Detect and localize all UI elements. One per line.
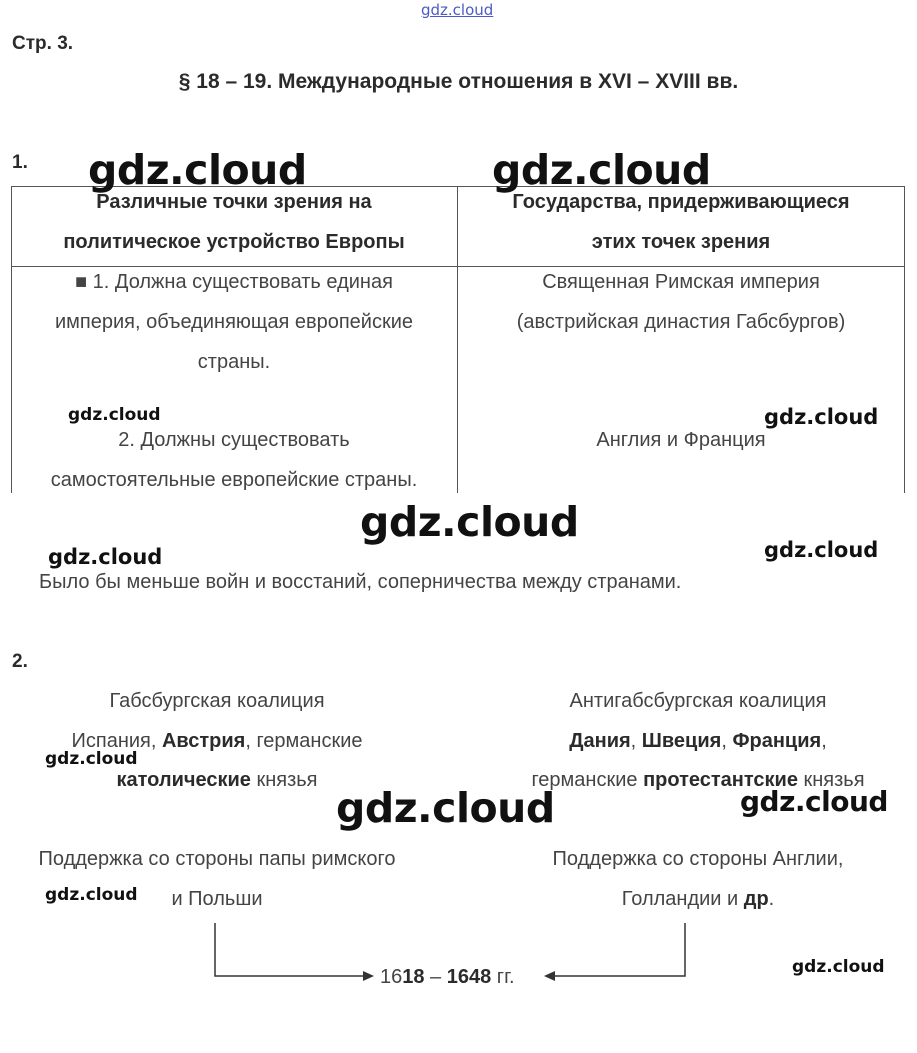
watermark: gdz.cloud [792,957,885,977]
support-etc: др [743,888,769,910]
german-word: германские [531,769,644,791]
separator: , [630,730,642,752]
header-right-line-2: этих точек зрения [591,231,771,253]
watermark-top[interactable]: gdz.cloud [421,1,494,19]
right-arrow-head [544,971,555,981]
watermark: gdz.cloud [45,885,138,905]
separator: , [721,730,733,752]
page-reference: Стр. 3. [12,33,74,54]
watermark: gdz.cloud [492,146,711,194]
header-left-line-2: политическое устройство Европы [63,231,405,253]
row-1-right-line-2: (австрийская династия Габсбургов) [516,311,846,333]
member-france: Франция [732,730,822,752]
row-2-left-line-1: 2. Должны существовать [118,429,350,451]
watermark: gdz.cloud [764,405,879,429]
member-sweden: Швеция [641,730,722,752]
war-dates [380,966,515,989]
member-german-text: , германские [245,730,363,752]
header-right-line-1: Государства, придерживающиеся [512,191,850,213]
watermark: gdz.cloud [88,146,307,194]
watermark: gdz.cloud [336,784,555,832]
right-support-line-1: Поддержка со стороны Англии, [552,848,844,870]
watermark: gdz.cloud [764,538,879,562]
row-1-left-line-3: страны. [197,351,271,373]
habsburg-coalition-title: Габсбургская коалиция [109,690,325,712]
date-prefix: 16 [380,966,403,988]
left-support-line-2: и Польши [171,888,263,910]
princes-word: князья [797,769,865,791]
row-2-left-line-2: самостоятельные европейские страны. [50,469,418,491]
watermark: gdz.cloud [48,545,163,569]
header-left-line-1: Различные точки зрения на [96,191,372,213]
date-end: 1648 [446,966,492,988]
left-arrow-head [363,971,374,981]
right-connector-line [553,923,685,976]
row-1-right-line-1: Священная Римская империя [542,271,820,293]
date-dash: – [424,966,447,988]
protestant-word: протестантские [643,769,798,791]
princes-word: князья [250,769,318,791]
watermark: gdz.cloud [360,498,579,546]
support-period: . [768,888,775,910]
watermark: gdz.cloud [45,749,138,769]
watermark: gdz.cloud [68,405,161,425]
member-spain: Испания, [71,730,162,752]
row-2-right-line-1: Англия и Франция [596,429,766,451]
support-text: Голландии и [621,888,744,910]
task-1-number: 1. [12,152,28,173]
date-unit: гг. [491,966,515,988]
member-denmark: Дания [569,730,631,752]
left-connector-line [215,923,367,976]
page-title: § 18 – 19. Международные отношения в XVI – XVIII вв. [178,70,739,93]
date-start-suffix: 18 [402,966,425,988]
separator: , [821,730,827,752]
row-1-left-line-2: империя, объединяющая европейские [54,311,414,333]
task-1-answer: Было бы меньше войн и восстаний, соперничества между странами. [39,571,682,593]
member-austria: Австрия [161,730,246,752]
anti-habsburg-coalition-title: Антигабсбургская коалиция [569,690,827,712]
left-support-line-1: Поддержка со стороны папы римского [38,848,396,870]
catholic-word: католические [116,769,251,791]
row-1-left-line-1: ■ 1. Должна существовать единая [75,271,393,293]
watermark: gdz.cloud [740,785,888,818]
task-2-number: 2. [12,651,28,672]
